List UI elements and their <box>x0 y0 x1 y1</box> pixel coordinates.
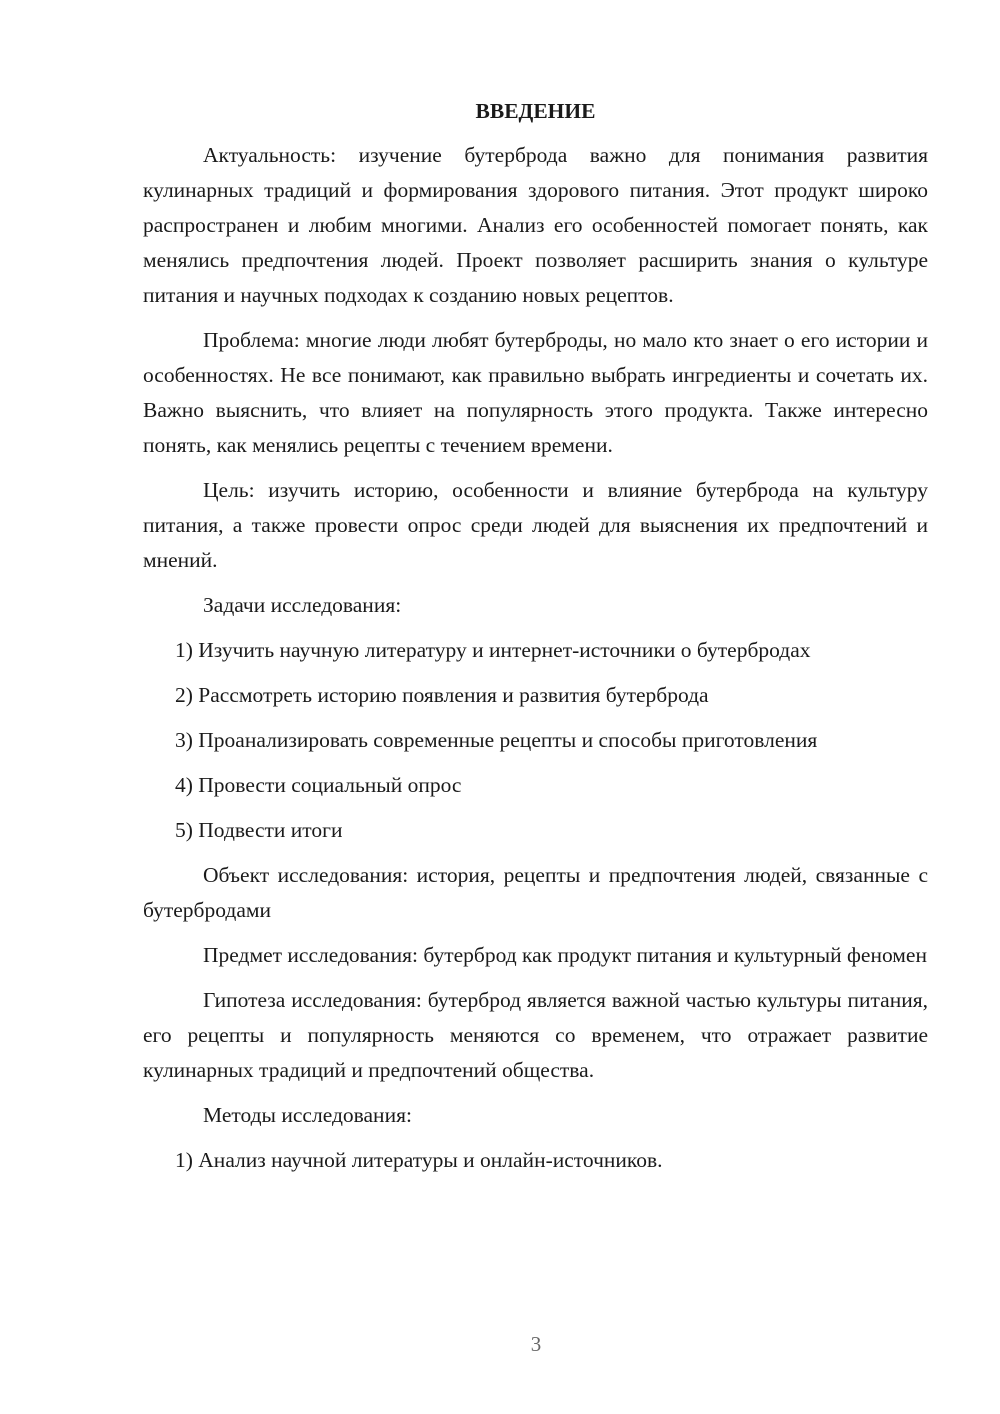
page-title: ВВЕДЕНИЕ <box>475 99 596 123</box>
task-item: 3) Проанализировать современные рецепты и способы приготовления <box>175 728 818 752</box>
tasks-heading: Задачи исследования: <box>203 593 402 617</box>
document-page <box>143 96 928 1188</box>
methods-heading: Методы исследования: <box>203 1103 412 1127</box>
relevance-paragraph: Актуальность: изучение бутерброда важно для понимания развития кулинарных традиций и формирования здорового питания. Этот продукт широко распространен и любим многими. Анализ его особенностей помогает понять, как менялись предпочтения людей. Проект позволяет расширить знания о культуре питания и научных подходах к созданию новых рецептов. <box>143 143 928 307</box>
tasks-list <box>143 633 928 848</box>
method-item: 1) Анализ научной литературы и онлайн-источников. <box>175 1148 663 1172</box>
methods-list <box>143 1143 928 1178</box>
goal-paragraph: Цель: изучить историю, особенности и влияние бутерброда на культуру питания, а также провести опрос среди людей для выяснения их предпочтений и мнений. <box>143 478 928 572</box>
task-item: 1) Изучить научную литературу и интернет-источники о бутербродах <box>175 638 811 662</box>
problem-paragraph: Проблема: многие люди любят бутерброды, но мало кто знает о его истории и особенностях. Не все понимают, как правильно выбрать ингредиенты и сочетать их. Важно выяснить, что влияет на популярность этого продукта. Также интересно понять, как менялись рецепты с течением времени. <box>143 328 928 457</box>
page-number: 3 <box>530 1332 542 1356</box>
task-item: 5) Подвести итоги <box>175 818 343 842</box>
task-item: 2) Рассмотреть историю появления и развития бутерброда <box>175 683 709 707</box>
hypothesis-paragraph: Гипотеза исследования: бутерброд является важной частью культуры питания, его рецепты и популярность меняются со временем, что отражает развитие кулинарных традиций и предпочтений общества. <box>143 988 928 1082</box>
task-item: 4) Провести социальный опрос <box>175 773 462 797</box>
object-paragraph: Объект исследования: история, рецепты и предпочтения людей, связанные с бутербродами <box>143 863 928 922</box>
subject-paragraph: Предмет исследования: бутерброд как продукт питания и культурный феномен <box>203 943 927 967</box>
